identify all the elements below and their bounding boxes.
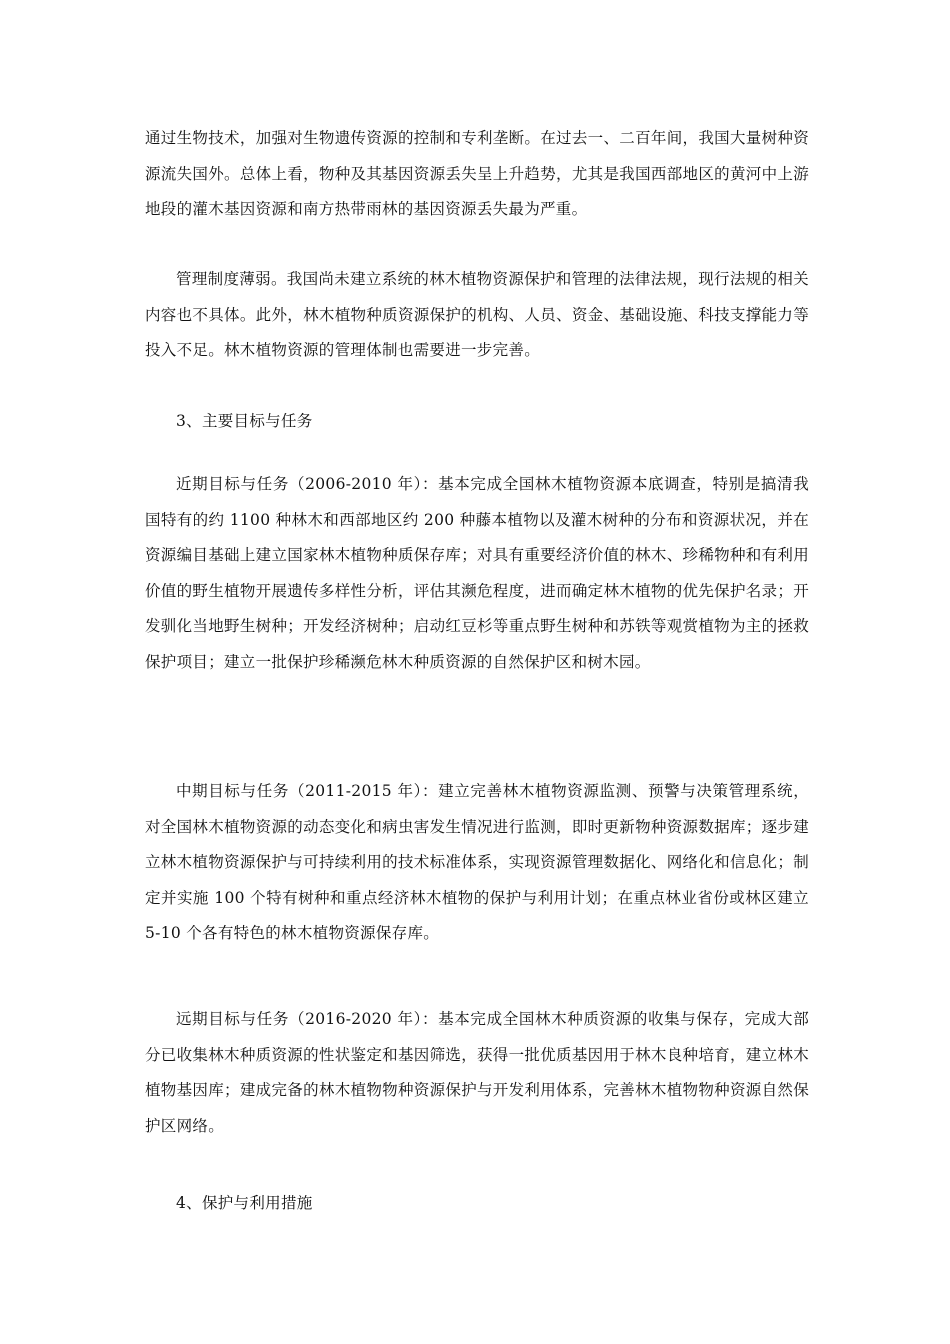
section-heading-goals-tasks: 3、主要目标与任务	[176, 412, 313, 430]
section-heading-protection-measures: 4、保护与利用措施	[176, 1194, 313, 1212]
paragraph-weak-management: 管理制度薄弱。我国尚未建立系统的林木植物资源保护和管理的法律法规，现行法规的相关内容也不具体。此外，林木植物种质资源保护的机构、人员、资金、基础设施、科技支撑能力等投入不足。林木植物资源的管理体制也需要进一步完善。	[145, 270, 809, 359]
paragraph-mid-term-goals: 中期目标与任务（2011-2015 年）：建立完善林木植物资源监测、预警与决策管理系统，对全国林木植物资源的动态变化和病虫害发生情况进行监测，即时更新物种资源数据库；逐步建立林木植物资源保护与可持续利用的技术标准体系，实现资源管理数据化、网络化和信息化；制定并实施 100 个特有树种和重点经济林木植物的保护与利用计划；在重点林业省份或林区建立 5-10 个各有特色的林木植物资源保存库。	[145, 782, 809, 942]
paragraph-long-term-goals: 远期目标与任务（2016-2020 年）：基本完成全国林木种质资源的收集与保存，完成大部分已收集林木种质资源的性状鉴定和基因筛选，获得一批优质基因用于林木良种培育，建立林木植物基因库；建成完备的林木植物物种资源保护与开发利用体系，完善林木植物物种资源自然保护区网络。	[145, 1010, 809, 1135]
paragraph-short-term-goals: 近期目标与任务（2006-2010 年）：基本完成全国林木植物资源本底调查，特别是搞清我国特有的约 1100 种林木和西部地区约 200 种藤本植物以及灌木树种的分布和资源状况，并在资源编目基础上建立国家林木植物种质保存库；对具有重要经济价值的林木、珍稀物种和有利用价值的野生植物开展遗传多样性分析，评估其濒危程度，进而确定林木植物的优先保护名录；开发驯化当地野生树种；开发经济树种；启动红豆杉等重点野生树种和苏铁等观赏植物为主的拯救保护项目；建立一批保护珍稀濒危林木种质资源的自然保护区和树木园。	[145, 475, 809, 671]
paragraph-genetic-resource-loss: 通过生物技术，加强对生物遗传资源的控制和专利垄断。在过去一、二百年间，我国大量树种资源流失国外。总体上看，物种及其基因资源丢失呈上升趋势，尤其是我国西部地区的黄河中上游地段的灌木基因资源和南方热带雨林的基因资源丢失最为严重。	[145, 129, 809, 218]
